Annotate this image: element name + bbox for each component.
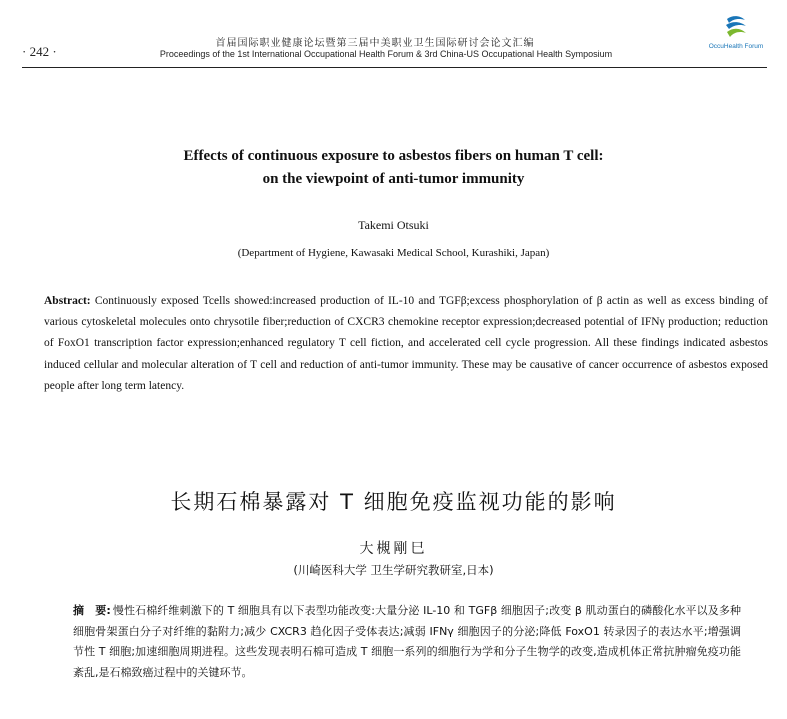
header-divider xyxy=(22,67,767,68)
forum-logo-icon xyxy=(721,12,751,42)
proceedings-title-cn: 首届国际职业健康论坛暨第三届中美职业卫生国际研讨会论文汇编 xyxy=(215,38,535,49)
affiliation-en: (Department of Hygiene, Kawasaki Medical School, Kurashiki, Japan) xyxy=(237,247,550,259)
abstract-en xyxy=(44,291,768,397)
abstract-cn-label: 摘 要: xyxy=(73,604,111,617)
author-en: Takemi Otsuki xyxy=(358,218,429,232)
page-number: · 242 · xyxy=(22,44,57,59)
affiliation-cn: (川崎医科大学 卫生学研究教研室,日本) xyxy=(293,563,494,577)
logo-text: OccuHealth Forum xyxy=(708,43,764,50)
abstract-en-text: Continuously exposed Tcells showed:increased production of IL-10 and TGFβ;excess phosphorylation of β actin as well as excess binding of various cytoskeletal molecules onto chrysotile fiber;reduction of CXCR3 chemokine receptor expression;decreased potential of IFNγ production; reduction of FoxO1 transcription factor expression;enhanced regulatory T cell fiction, and accelerated cell cycle progression. All these findings indicated asbestos induced cellular and molecular alteration of T cell and reduction of anti-tumor immunity. These may be causative of cancer occurrence of asbestos exposed people after long term latency. xyxy=(44,295,769,392)
abstract-en-label: Abstract: xyxy=(44,295,91,307)
abstract-cn xyxy=(73,601,741,683)
forum-logo xyxy=(704,12,768,60)
paper-title-en xyxy=(60,145,727,191)
proceedings-title-en: Proceedings of the 1st International Occupational Health Forum & 3rd China-US Occupational Health Symposium xyxy=(159,49,613,59)
page-header xyxy=(0,0,787,68)
paper-title-en-line2: on the viewpoint of anti-tumor immunity xyxy=(262,171,525,187)
abstract-cn-text: 慢性石棉纤维刺激下的 T 细胞具有以下表型功能改变:大量分泌 IL-10 和 TGFβ 细胞因子;改变 β 肌动蛋白的磷酸化水平以及多种细胞骨架蛋白分子对纤维的黏附力;减少 CXCR3 趋化因子受体表达;减弱 IFNγ 细胞因子的分泌;降低 FoxO1 转录因子的表达水平;增强调节性 T 细胞;加速细胞周期进程。这些发现表明石棉可造成 T 细胞一系列的细胞行为学和分子生物学的改变,造成机体正常抗肿瘤免疫功能紊乱,是石棉致癌过程中的关键环节。 xyxy=(73,604,742,679)
paper-title-en-line1: Effects of continuous exposure to asbestos fibers on human T cell: xyxy=(183,148,604,164)
paper-title-cn: 长期石棉暴露对 T 细胞免疫监视功能的影响 xyxy=(170,490,617,514)
author-cn: 大槻剛巳 xyxy=(359,541,428,557)
